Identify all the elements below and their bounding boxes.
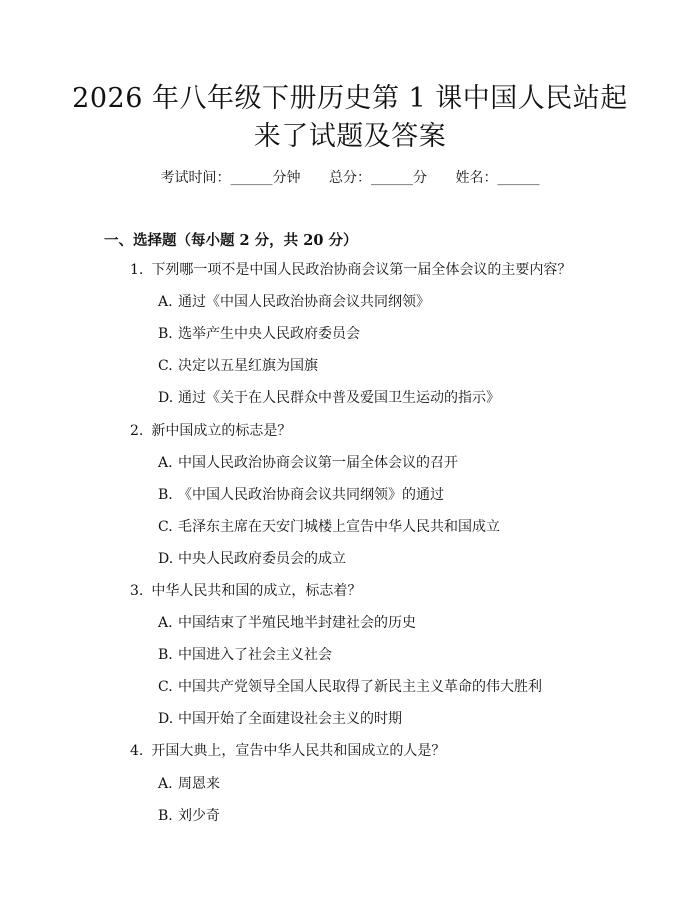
question-number: 3. xyxy=(130,583,144,599)
question-2-option-b xyxy=(158,485,444,505)
option-text: 中国进入了社会主义社会 xyxy=(178,647,332,663)
question-1-option-d xyxy=(158,388,500,408)
option-letter: A. xyxy=(158,615,173,631)
option-letter: B. xyxy=(158,808,173,824)
document-title-line-1: 2026 年八年级下册历史第 1 课中国人民站起 xyxy=(72,83,628,114)
option-letter: C. xyxy=(158,519,173,535)
option-text: 决定以五星红旗为国旗 xyxy=(178,358,318,374)
option-text: 周恩来 xyxy=(178,776,220,792)
question-3 xyxy=(130,581,361,601)
exam-info xyxy=(0,168,700,188)
question-3-option-d xyxy=(158,709,402,729)
question-number: 2. xyxy=(130,423,144,439)
option-text: 《中国人民政治协商会议共同纲领》的通过 xyxy=(178,487,444,503)
question-2-option-a xyxy=(158,453,458,473)
option-text: 中央人民政府委员会的成立 xyxy=(178,551,346,567)
question-3-option-a xyxy=(158,613,416,633)
question-3-option-c xyxy=(158,677,542,697)
option-letter: C. xyxy=(158,679,173,695)
question-2-option-d xyxy=(158,549,346,569)
question-4 xyxy=(130,741,445,761)
question-2 xyxy=(130,421,291,441)
option-letter: D. xyxy=(158,711,174,727)
section-title: 一、选择题（每小题 2 分，共 20 分） xyxy=(104,232,358,249)
question-text: 开国大典上，宣告中华人民共和国成立的人是？ xyxy=(151,743,446,759)
option-letter: A. xyxy=(158,455,173,471)
question-1-option-b xyxy=(158,324,360,344)
question-number: 1. xyxy=(130,262,144,278)
option-text: 中国共产党领导全国人民取得了新民主主义革命的伟大胜利 xyxy=(178,679,542,695)
option-text: 中国人民政治协商会议第一届全体会议的召开 xyxy=(178,455,458,471)
question-number: 4. xyxy=(130,743,144,759)
option-text: 刘少奇 xyxy=(178,808,220,824)
option-letter: A. xyxy=(158,776,173,792)
option-letter: B. xyxy=(158,487,173,503)
question-3-option-b xyxy=(158,645,332,665)
question-2-option-c xyxy=(158,517,500,537)
option-text: 中国开始了全面建设社会主义的时期 xyxy=(178,711,402,727)
exam-time-field: 考试时间：______分钟 xyxy=(160,170,301,186)
option-letter: A. xyxy=(158,294,173,310)
option-text: 中国结束了半殖民地半封建社会的历史 xyxy=(178,615,416,631)
option-text: 通过《关于在人民群众中普及爱国卫生运动的指示》 xyxy=(178,390,500,406)
question-text: 新中国成立的标志是？ xyxy=(151,423,292,439)
option-letter: B. xyxy=(158,326,173,342)
question-1 xyxy=(130,260,571,280)
question-4-option-b xyxy=(158,806,220,826)
option-letter: C. xyxy=(158,358,173,374)
option-letter: B. xyxy=(158,647,173,663)
option-text: 毛泽东主席在天安门城楼上宣告中华人民共和国成立 xyxy=(178,519,500,535)
question-text: 下列哪一项不是中国人民政治协商会议第一届全体会议的主要内容？ xyxy=(151,262,572,278)
option-text: 选举产生中央人民政府委员会 xyxy=(178,326,360,342)
option-letter: D. xyxy=(158,551,174,567)
option-letter: D. xyxy=(158,390,174,406)
total-score-field: 总分：______分 xyxy=(329,170,427,186)
option-text: 通过《中国人民政治协商会议共同纲领》 xyxy=(178,294,430,310)
question-4-option-a xyxy=(158,774,220,794)
question-text: 中华人民共和国的成立，标志着？ xyxy=(151,583,362,599)
document-title-line-2: 来了试题及答案 xyxy=(253,121,447,152)
question-1-option-c xyxy=(158,356,318,376)
student-name-field: 姓名：______ xyxy=(455,170,540,186)
question-1-option-a xyxy=(158,292,430,312)
